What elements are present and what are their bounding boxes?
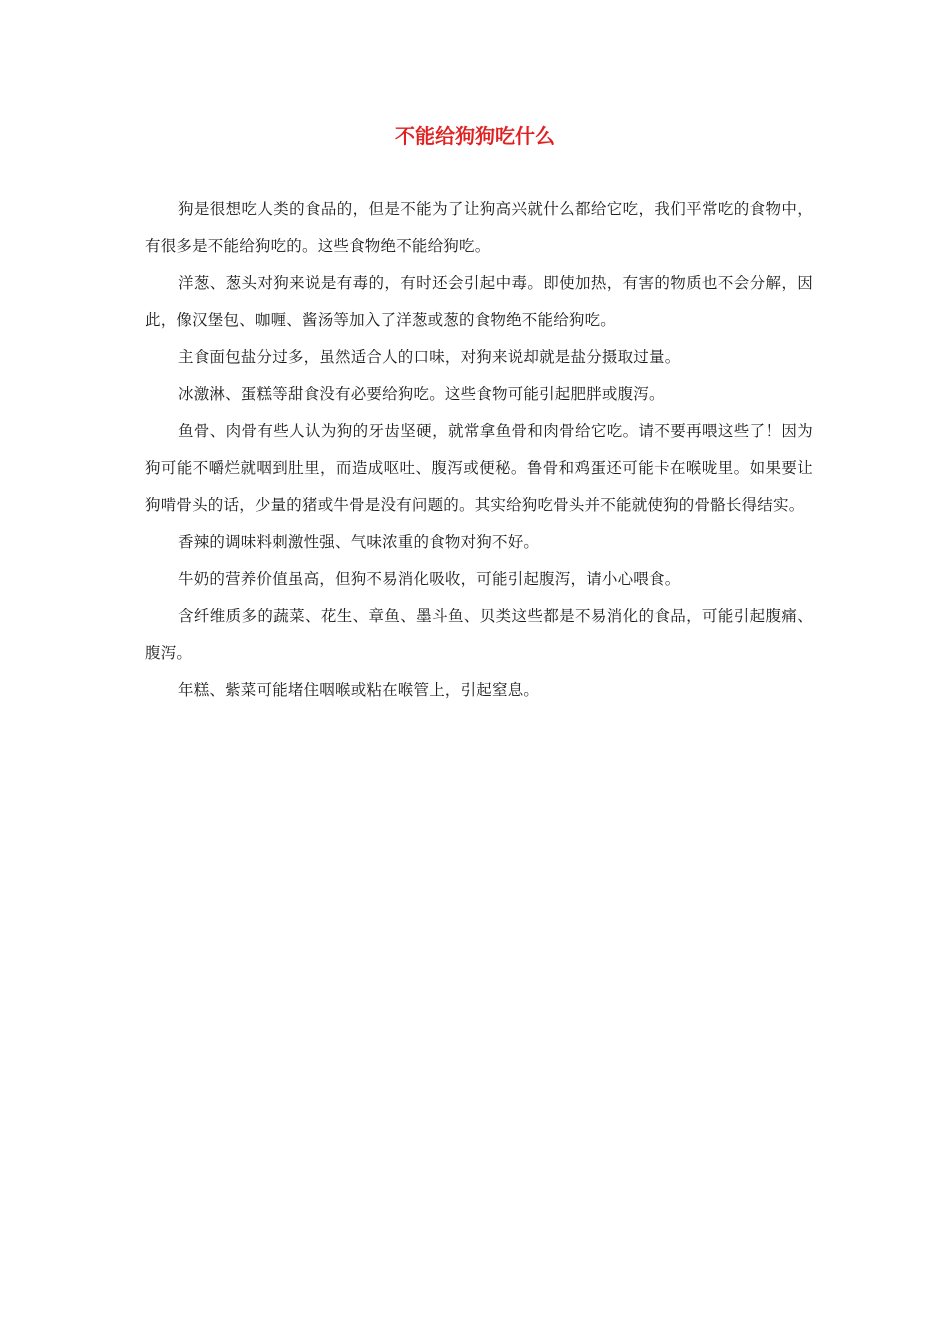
paragraph-spicy: 香辣的调味料刺激性强、气味浓重的食物对狗不好。 bbox=[178, 533, 540, 551]
paragraph-bones: 鱼骨、肉骨有些人认为狗的牙齿坚硬，就常拿鱼骨和肉骨给它吃。请不要再喂这些了！因为狗可能不嚼烂就咽到肚里，而造成呕吐、腹泻或便秘。鲁骨和鸡蛋还可能卡在喉咙里。如果要让狗啃骨头的话，少量的猪或牛骨是没有问题的。其实给狗吃骨头并不能就使狗的骨骼长得结实。 bbox=[145, 422, 813, 514]
paragraph-milk: 牛奶的营养价值虽高，但狗不易消化吸收，可能引起腹泻，请小心喂食。 bbox=[178, 570, 681, 588]
document-body bbox=[145, 191, 813, 709]
paragraph-ricecake: 年糕、紫菜可能堵住咽喉或粘在喉管上，引起窒息。 bbox=[178, 681, 540, 699]
page-title: 不能给狗狗吃什么 bbox=[395, 124, 555, 148]
paragraph-intro: 狗是很想吃人类的食品的，但是不能为了让狗高兴就什么都给它吃，我们平常吃的食物中，有很多是不能给狗吃的。这些食物绝不能给狗吃。 bbox=[145, 200, 813, 255]
paragraph-sweets: 冰激淋、蛋糕等甜食没有必要给狗吃。这些食物可能引起肥胖或腹泻。 bbox=[178, 385, 665, 403]
paragraph-bread: 主食面包盐分过多，虽然适合人的口味，对狗来说却就是盐分摄取过量。 bbox=[178, 348, 681, 366]
paragraph-fiber: 含纤维质多的蔬菜、花生、章鱼、墨斗鱼、贝类这些都是不易消化的食品，可能引起腹痛、腹泻。 bbox=[145, 607, 813, 662]
paragraph-onion: 洋葱、葱头对狗来说是有毒的，有时还会引起中毒。即使加热，有害的物质也不会分解，因此，像汉堡包、咖喱、酱汤等加入了洋葱或葱的食物绝不能给狗吃。 bbox=[145, 274, 813, 329]
